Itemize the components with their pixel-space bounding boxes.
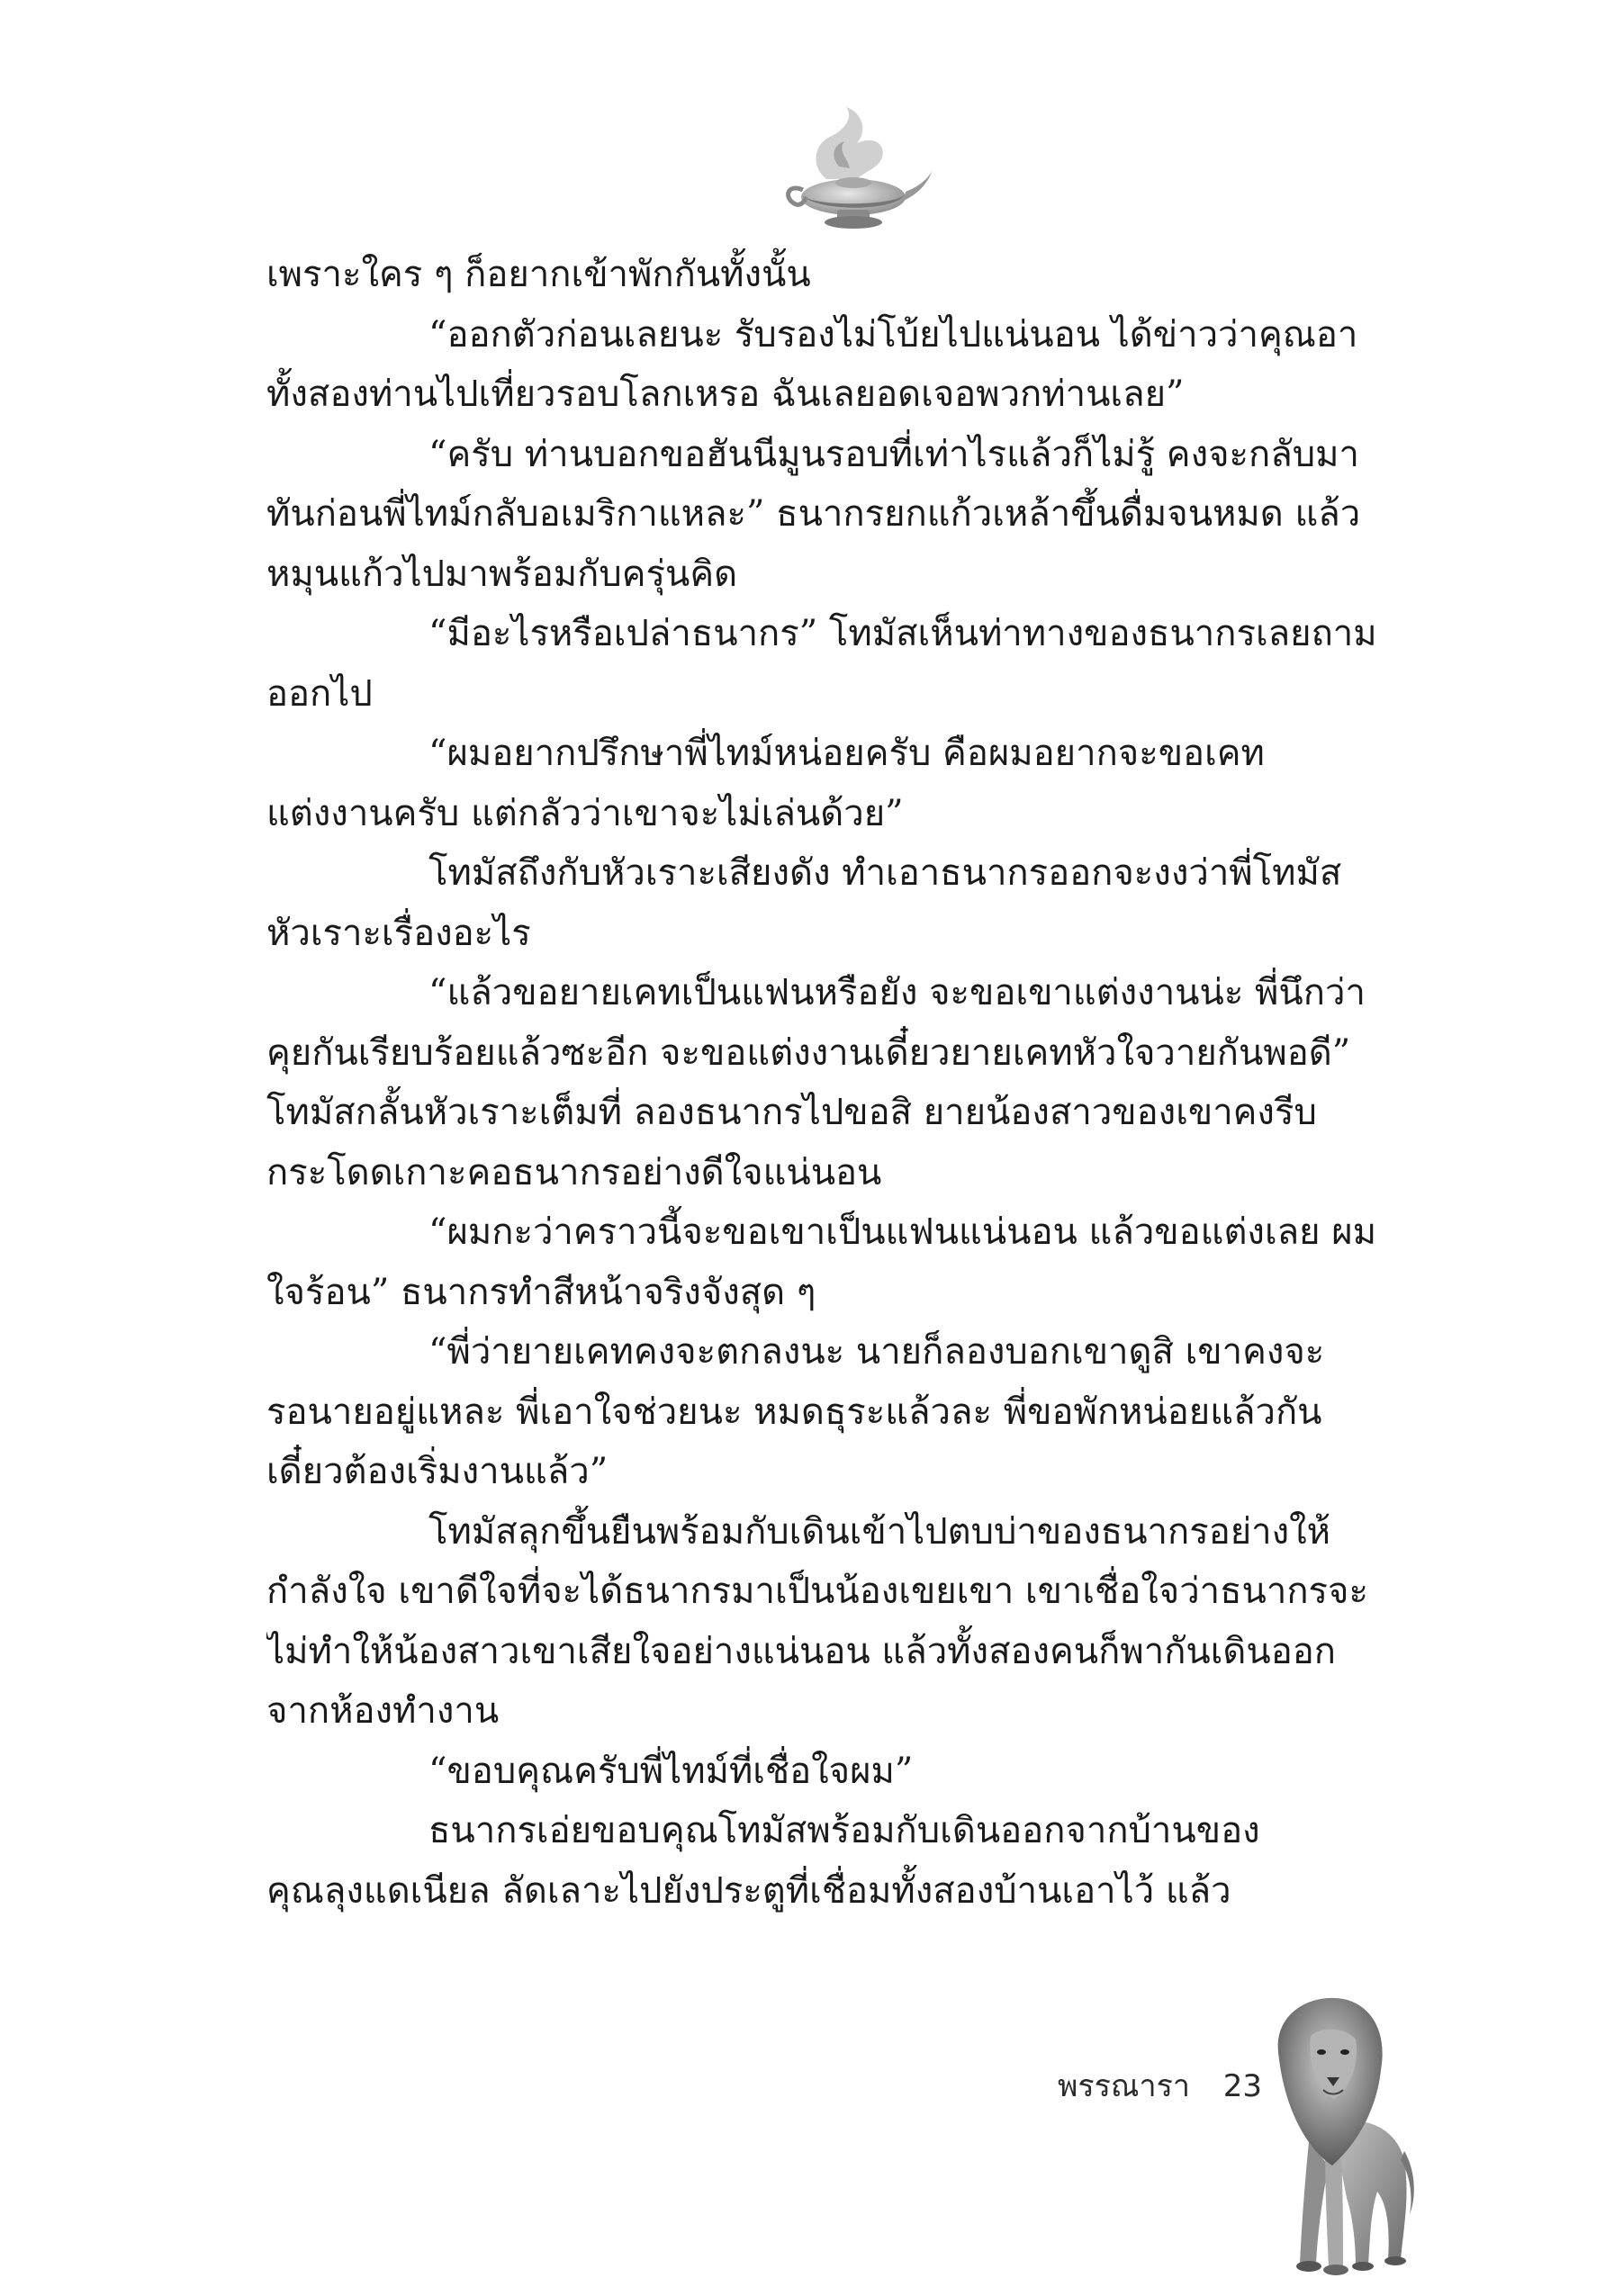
lion-illustration [1269, 1989, 1418, 2277]
text-line: “พี่ว่ายายเคทคงจะตกลงนะ นายก็ลองบอกเขาดูสิ เขาคงจะ [428, 1331, 1325, 1373]
text-line: “มีอะไรหรือเปล่าธนากร” โทมัสเห็นท่าทางของธนากรเลยถาม [428, 613, 1377, 654]
text-line: เดี๋ยวต้องเริ่มงานแล้ว” [266, 1451, 609, 1492]
text-line: “ผมกะว่าคราวนี้จะขอเขาเป็นแฟนแน่นอน แล้วขอแต่งเลย ผม [428, 1211, 1377, 1253]
text-line: โทมัสกลั้นหัวเราะเต็มที่ ลองธนากรไปขอสิ ยายน้องสาวของเขาคงรีบ [266, 1092, 1317, 1133]
text-line: ไม่ทำให้น้องสาวเขาเสียใจอย่างแน่นอน แล้วทั้งสองคนก็พากันเดินออก [266, 1630, 1337, 1672]
text-line: “ผมอยากปรึกษาพี่ไทม์หน่อยครับ คือผมอยากจะขอเคท [428, 733, 1265, 774]
text-line: “ออกตัวก่อนเลยนะ รับรองไม่โบ้ยไปแน่นอน ได้ข่าวว่าคุณอา [428, 313, 1358, 356]
text-line: คุณลุงแดเนียล ลัดเลาะไปยังประตูที่เชื่อมทั้งสองบ้านเอาไว้ แล้ว [266, 1869, 1231, 1912]
text-line: ออกไป [266, 672, 373, 715]
text-line: กำลังใจ เขาดีใจที่จะได้ธนากรมาเป็นน้องเขยเขา เขาเชื่อใจว่าธนากรจะ [266, 1571, 1368, 1612]
text-line: “ขอบคุณครับพี่ไทม์ที่เชื่อใจผม” [428, 1750, 914, 1792]
text-line: แต่งงานครับ แต่กลัวว่าเขาจะไม่เล่นด้วย” [266, 792, 904, 834]
text-line: “ครับ ท่านบอกขอฮันนีมูนรอบที่เท่าไรแล้วก็ไม่รู้ คงจะกลับมา [428, 433, 1359, 475]
text-line: กระโดดเกาะคอธนากรอย่างดีใจแน่นอน [266, 1151, 882, 1193]
text-line: หมุนแก้วไปมาพร้อมกับครุ่นคิด [266, 553, 738, 595]
text-line: ธนากรเอ่ยขอบคุณโทมัสพร้อมกับเดินออกจากบ้านของ [428, 1810, 1260, 1851]
text-line: โทมัสลุกขึ้นยืนพร้อมกับเดินเข้าไปตบบ่าของธนากรอย่างให้ [428, 1510, 1331, 1553]
text-line: โทมัสถึงกับหัวเราะเสียงดัง ทำเอาธนากรออกจะงงว่าพี่โทมัส [428, 852, 1342, 894]
text-line: รอนายอยู่แหละ พี่เอาใจช่วยนะ หมดธุระแล้วละ พี่ขอพักหน่อยแล้วกัน [266, 1391, 1322, 1433]
text-line: ทันก่อนพี่ไทม์กลับอเมริกาแหละ” ธนากรยกแก้วเหล้าขึ้นดื่มจนหมด แล้ว [266, 493, 1361, 535]
text-line: คุยกันเรียบร้อยแล้วซะอีก จะขอแต่งงานเดี๋ยวยายเคทหัวใจวายกันพอดี” [266, 1031, 1351, 1074]
text-line: เพราะใคร ๆ ก็อยากเข้าพักกันทั้งนั้น [266, 254, 811, 295]
text-line: “แล้วขอยายเคทเป็นแฟนหรือยัง จะขอเขาแต่งงานน่ะ พี่นึกว่า [428, 972, 1366, 1013]
book-title: พรรณารา [1058, 2068, 1190, 2104]
text-line: จากห้องทำงาน [266, 1690, 500, 1732]
page-footer [1058, 2061, 1262, 2110]
text-line: หัวเราะเรื่องอะไร [266, 912, 531, 954]
text-line: ใจร้อน” ธนากรทำสีหน้าจริงจังสุด ๆ [266, 1271, 816, 1313]
genie-lamp-icon [774, 104, 936, 239]
page-number: 23 [1222, 2068, 1263, 2104]
text-line: ทั้งสองท่านไปเที่ยวรอบโลกเหรอ ฉันเลยอดเจอพวกท่านเลย” [266, 374, 1185, 415]
body-text [266, 245, 1402, 1921]
